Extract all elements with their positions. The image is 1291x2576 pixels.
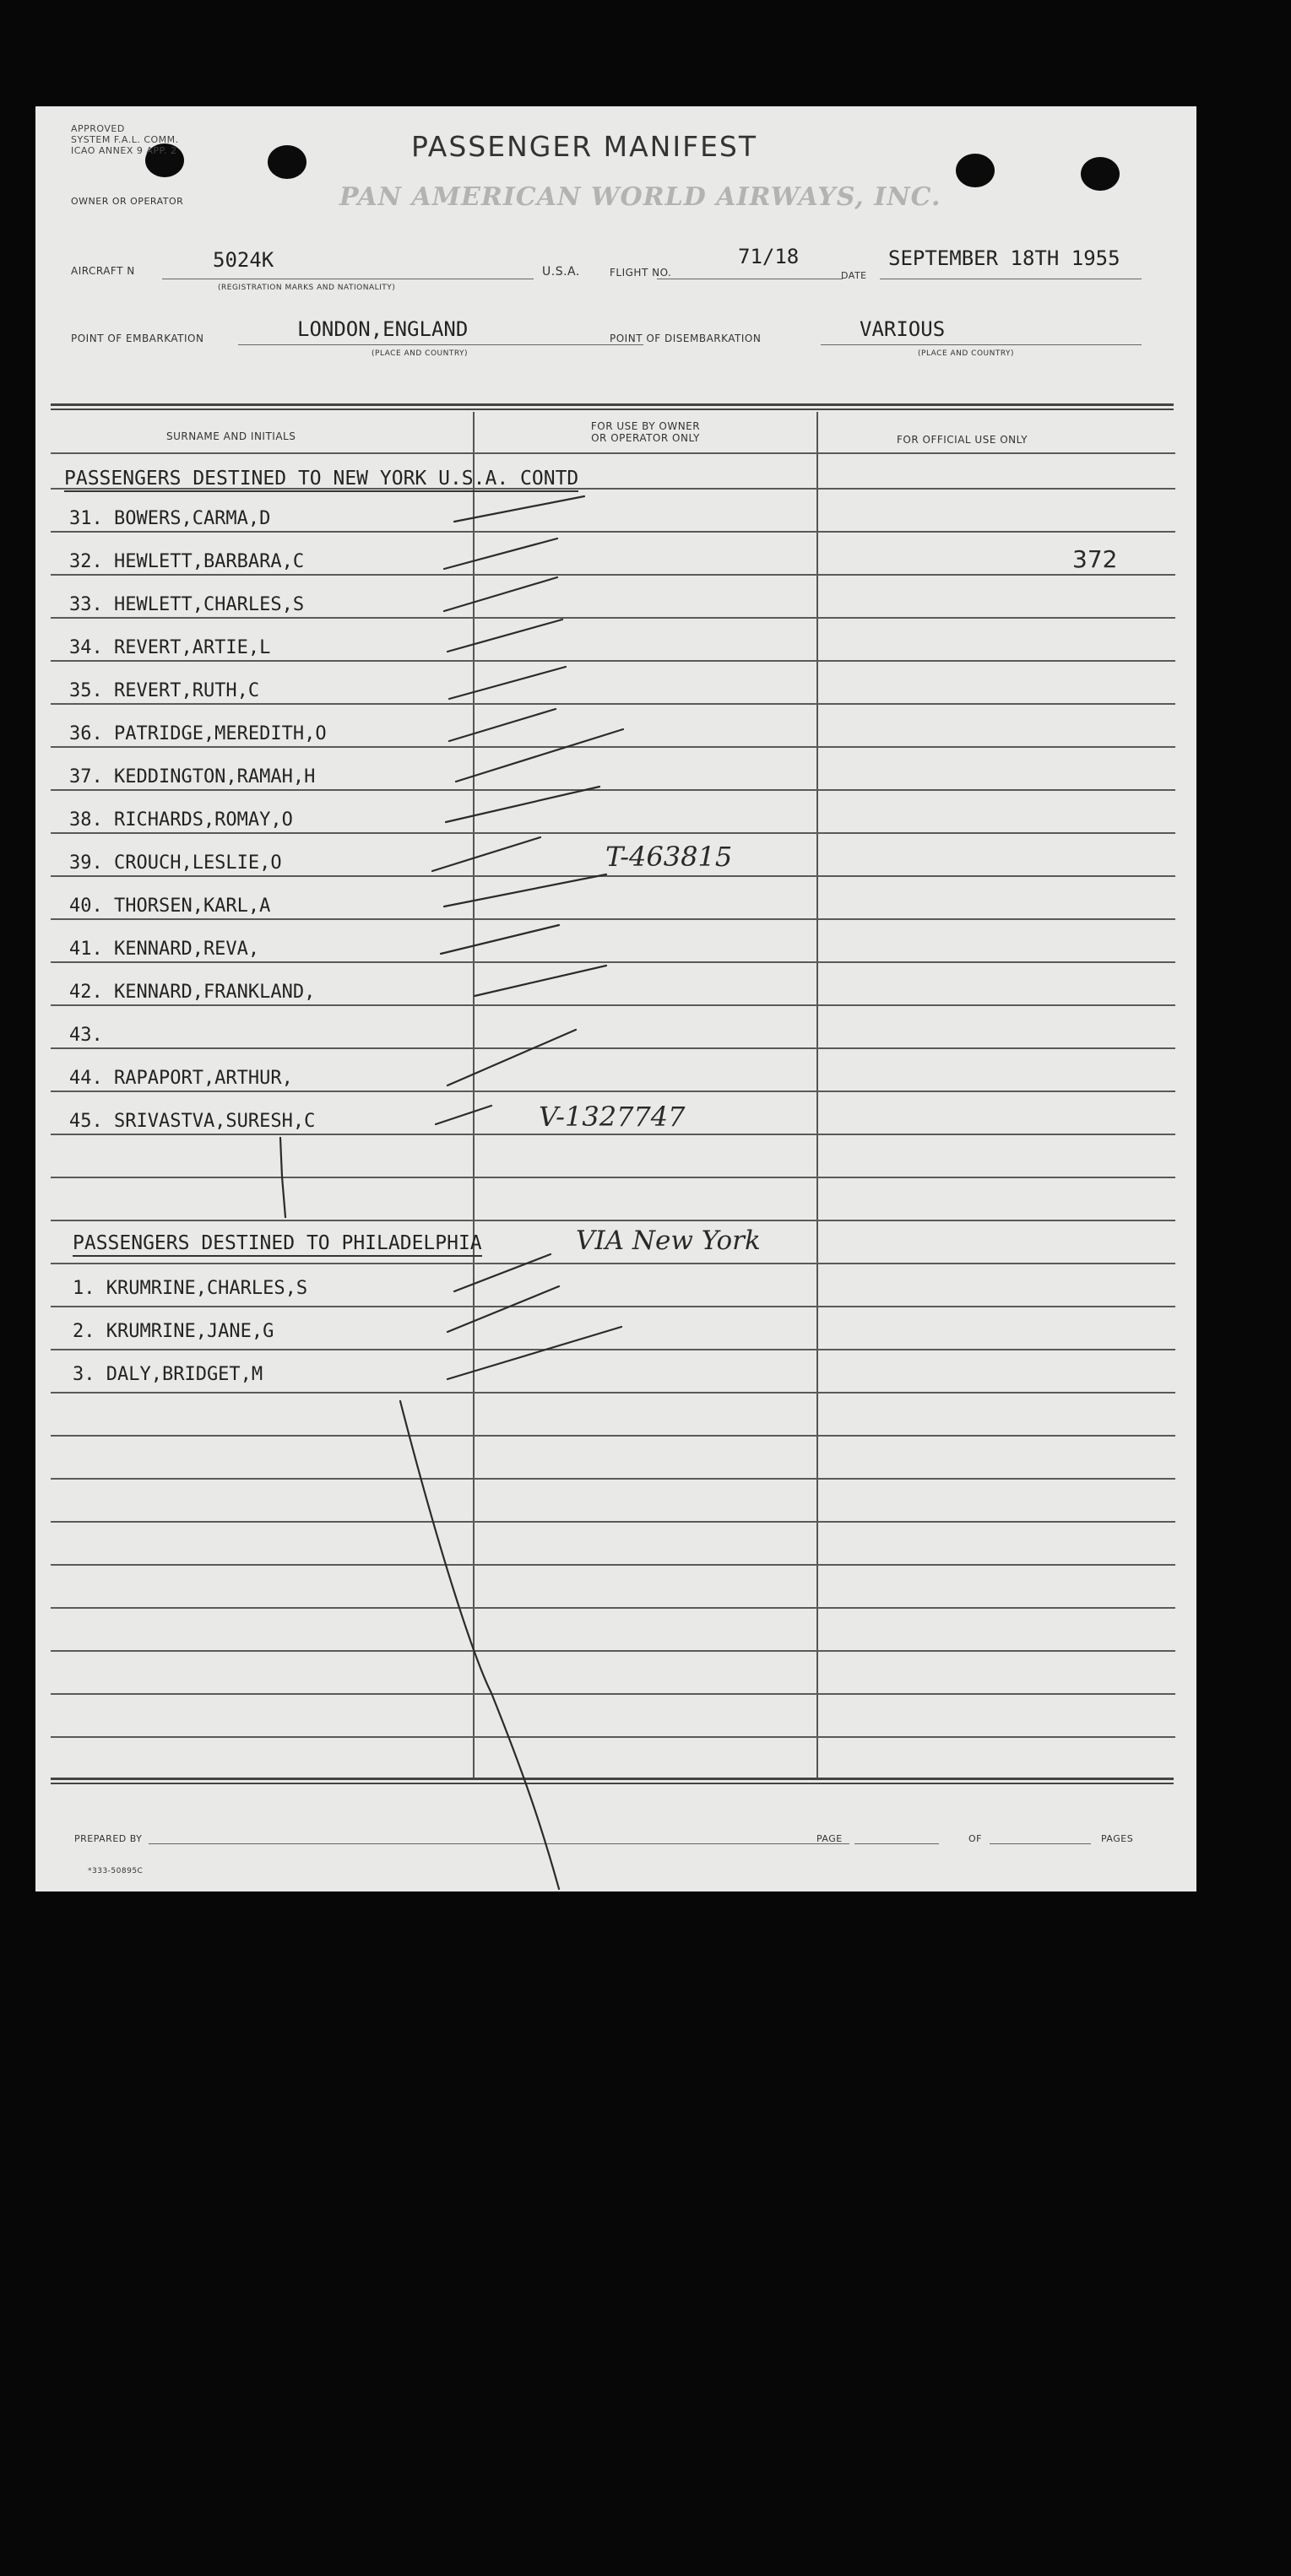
flight-number: 71/18 xyxy=(738,245,800,268)
of-label: OF xyxy=(968,1833,982,1844)
passenger-entry: 33. HEWLETT,CHARLES,S xyxy=(69,594,305,615)
passenger-entry: 42. KENNARD,FRANKLAND, xyxy=(69,982,316,1003)
check-mark xyxy=(444,874,606,906)
official-number: 372 xyxy=(1072,545,1118,573)
check-mark xyxy=(454,1254,551,1291)
registration-caption: (REGISTRATION MARKS AND NATIONALITY) xyxy=(218,284,396,292)
section-philadelphia-heading: PASSENGERS DESTINED TO PHILADELPHIA xyxy=(73,1232,482,1257)
airline-name: PAN AMERICAN WORLD AIRWAYS, INC. xyxy=(339,182,941,212)
check-mark xyxy=(448,620,562,652)
check-mark xyxy=(432,837,540,871)
passenger-entry: 31. BOWERS,CARMA,D xyxy=(69,508,271,529)
column-header-surname: SURNAME AND INITIALS xyxy=(166,430,296,442)
check-mark xyxy=(448,1030,576,1085)
check-mark xyxy=(449,709,556,741)
disembarkation-point: VARIOUS xyxy=(860,317,946,341)
passenger-entry: 41. KENNARD,REVA, xyxy=(69,939,260,960)
via-new-york-note: VIA New York xyxy=(576,1226,761,1256)
passenger-entry: 1. KRUMRINE,CHARLES,S xyxy=(73,1278,308,1299)
srivastva-note: V-1327747 xyxy=(539,1101,686,1133)
form-number: *333-50895C xyxy=(88,1867,144,1875)
column-header-owner: FOR USE BY OWNER OR OPERATOR ONLY xyxy=(590,420,701,444)
passenger-entry: 39. CROUCH,LESLIE,O xyxy=(69,852,282,874)
check-mark xyxy=(444,577,557,611)
date-label: DATE xyxy=(841,270,867,281)
passenger-entry: 40. THORSEN,KARL,A xyxy=(69,896,271,917)
passenger-entry: 43. xyxy=(69,1025,103,1046)
prepared-by-label: PREPARED BY xyxy=(74,1833,143,1844)
passenger-entry: 34. REVERT,ARTIE,L xyxy=(69,637,271,658)
owner-label: OWNER OR OPERATOR xyxy=(71,196,184,207)
check-mark xyxy=(454,496,584,522)
check-mark xyxy=(475,966,606,996)
check-mark xyxy=(446,787,599,822)
disembarkation-caption: (PLACE AND COUNTRY) xyxy=(918,349,1015,358)
page-label: PAGE xyxy=(816,1833,843,1844)
column-header-official: FOR OFFICIAL USE ONLY xyxy=(897,434,1028,446)
passenger-entry: 2. KRUMRINE,JANE,G xyxy=(73,1321,274,1342)
approval-note: APPROVED SYSTEM F.A.L. COMM. ICAO ANNEX 9 APP. 2 xyxy=(71,123,179,156)
country-label: U.S.A. xyxy=(542,265,580,279)
check-mark xyxy=(444,538,557,569)
check-mark xyxy=(448,1327,621,1379)
manifest-title: PASSENGER MANIFEST xyxy=(411,130,758,163)
passenger-entry: 45. SRIVASTVA,SURESH,C xyxy=(69,1111,316,1132)
passenger-entry: 37. KEDDINGTON,RAMAH,H xyxy=(69,766,316,787)
passenger-entry: 3. DALY,BRIDGET,M xyxy=(73,1364,263,1385)
flight-date: SEPTEMBER 18TH 1955 xyxy=(888,246,1120,270)
disembarkation-label: POINT OF DISEMBARKATION xyxy=(610,333,762,344)
embarkation-label: POINT OF EMBARKATION xyxy=(71,333,204,344)
passenger-entry: 38. RICHARDS,ROMAY,O xyxy=(69,809,293,831)
passenger-entry: 35. REVERT,RUTH,C xyxy=(69,680,260,701)
pen-marks xyxy=(35,106,1196,1891)
ditto-line xyxy=(280,1138,285,1217)
section-new-york-heading: PASSENGERS DESTINED TO NEW YORK U.S.A. CONTD xyxy=(64,468,578,492)
check-mark xyxy=(436,1106,491,1124)
passenger-entry: 44. RAPAPORT,ARTHUR, xyxy=(69,1068,293,1089)
passenger-entry: 36. PATRIDGE,MEREDITH,O xyxy=(69,723,327,744)
check-mark xyxy=(449,667,566,699)
passenger-entry: 32. HEWLETT,BARBARA,C xyxy=(69,551,305,572)
check-mark xyxy=(441,925,559,954)
aircraft-label: AIRCRAFT N xyxy=(71,265,135,277)
aircraft-number: 5024K xyxy=(213,248,274,272)
ditto-line xyxy=(400,1401,559,1889)
check-mark xyxy=(456,729,623,782)
crouch-note: T-463815 xyxy=(605,841,733,873)
flight-label: FLIGHT NO. xyxy=(610,267,672,279)
manifest-sheet xyxy=(35,106,1196,1891)
embarkation-point: LONDON,ENGLAND xyxy=(297,317,469,341)
check-mark xyxy=(448,1286,559,1332)
embarkation-caption: (PLACE AND COUNTRY) xyxy=(372,349,469,358)
pages-label: PAGES xyxy=(1101,1833,1134,1844)
